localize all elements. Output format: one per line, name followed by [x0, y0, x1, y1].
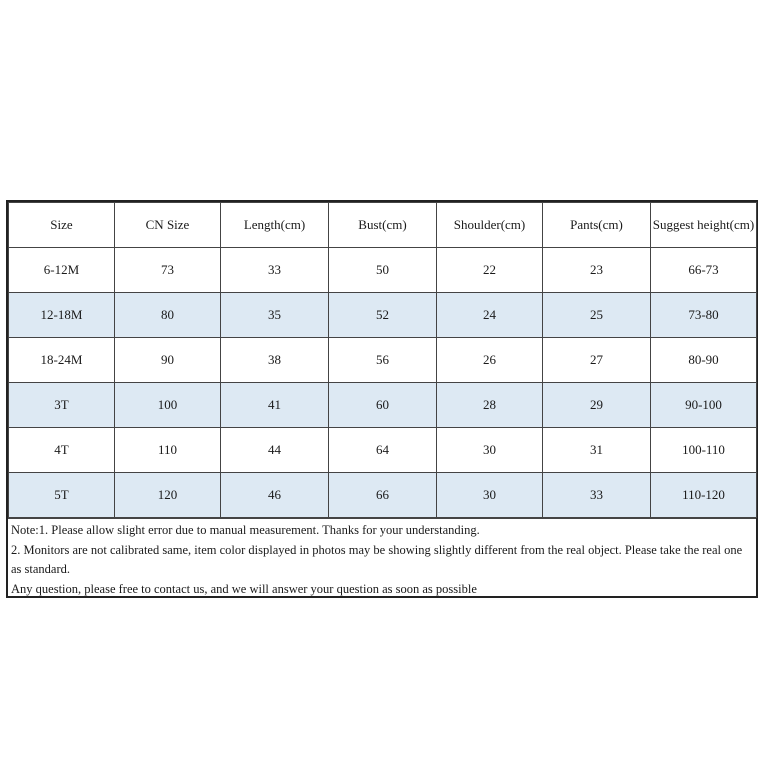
table-cell: 18-24M — [9, 338, 115, 383]
header-suggest-height: Suggest height(cm) — [651, 203, 757, 248]
note-line-3: Any question, please free to contact us, and we will answer your question as soon as possible — [11, 581, 477, 596]
table-cell: 5T — [9, 473, 115, 518]
table-cell: 41 — [221, 383, 329, 428]
table-cell: 33 — [543, 473, 651, 518]
header-size: Size — [9, 203, 115, 248]
table-row — [9, 383, 757, 428]
notes-section — [8, 518, 756, 601]
table-cell: 31 — [543, 428, 651, 473]
table-cell: 35 — [221, 293, 329, 338]
header-length: Length(cm) — [221, 203, 329, 248]
size-chart — [6, 200, 758, 598]
table-cell: 120 — [115, 473, 221, 518]
table-cell: 24 — [437, 293, 543, 338]
table-row — [9, 428, 757, 473]
table-cell: 44 — [221, 428, 329, 473]
table-cell: 73 — [115, 248, 221, 293]
table-row — [9, 338, 757, 383]
table-cell: 23 — [543, 248, 651, 293]
header-shoulder: Shoulder(cm) — [437, 203, 543, 248]
table-cell: 4T — [9, 428, 115, 473]
table-header-row — [9, 203, 757, 248]
table-cell: 12-18M — [9, 293, 115, 338]
table-cell: 110-120 — [651, 473, 757, 518]
table-cell: 27 — [543, 338, 651, 383]
table-cell: 30 — [437, 473, 543, 518]
table-cell: 64 — [329, 428, 437, 473]
table-cell: 33 — [221, 248, 329, 293]
note-line-2: 2. Monitors are not calibrated same, item color displayed in photos may be showing slightly different from the real object. Please take the real one as standard. — [11, 542, 743, 576]
table-cell: 66-73 — [651, 248, 757, 293]
table-cell: 80-90 — [651, 338, 757, 383]
table-row — [9, 248, 757, 293]
table-cell: 28 — [437, 383, 543, 428]
table-cell: 56 — [329, 338, 437, 383]
header-bust: Bust(cm) — [329, 203, 437, 248]
note-line-1: Note:1. Please allow slight error due to manual measurement. Thanks for your understanding. — [11, 523, 480, 537]
table-cell: 110 — [115, 428, 221, 473]
table-cell: 22 — [437, 248, 543, 293]
table-cell: 38 — [221, 338, 329, 383]
table-cell: 50 — [329, 248, 437, 293]
table-cell: 30 — [437, 428, 543, 473]
table-cell: 3T — [9, 383, 115, 428]
table-cell: 73-80 — [651, 293, 757, 338]
table-cell: 29 — [543, 383, 651, 428]
table-cell: 52 — [329, 293, 437, 338]
table-cell: 80 — [115, 293, 221, 338]
table-cell: 66 — [329, 473, 437, 518]
table-cell: 90-100 — [651, 383, 757, 428]
header-pants: Pants(cm) — [543, 203, 651, 248]
table-cell: 6-12M — [9, 248, 115, 293]
table-cell: 90 — [115, 338, 221, 383]
table-cell: 25 — [543, 293, 651, 338]
table-cell: 100-110 — [651, 428, 757, 473]
table-row — [9, 293, 757, 338]
table-cell: 26 — [437, 338, 543, 383]
header-cn-size: CN Size — [115, 203, 221, 248]
size-table — [8, 202, 757, 518]
table-cell: 100 — [115, 383, 221, 428]
table-cell: 60 — [329, 383, 437, 428]
table-cell: 46 — [221, 473, 329, 518]
table-row — [9, 473, 757, 518]
